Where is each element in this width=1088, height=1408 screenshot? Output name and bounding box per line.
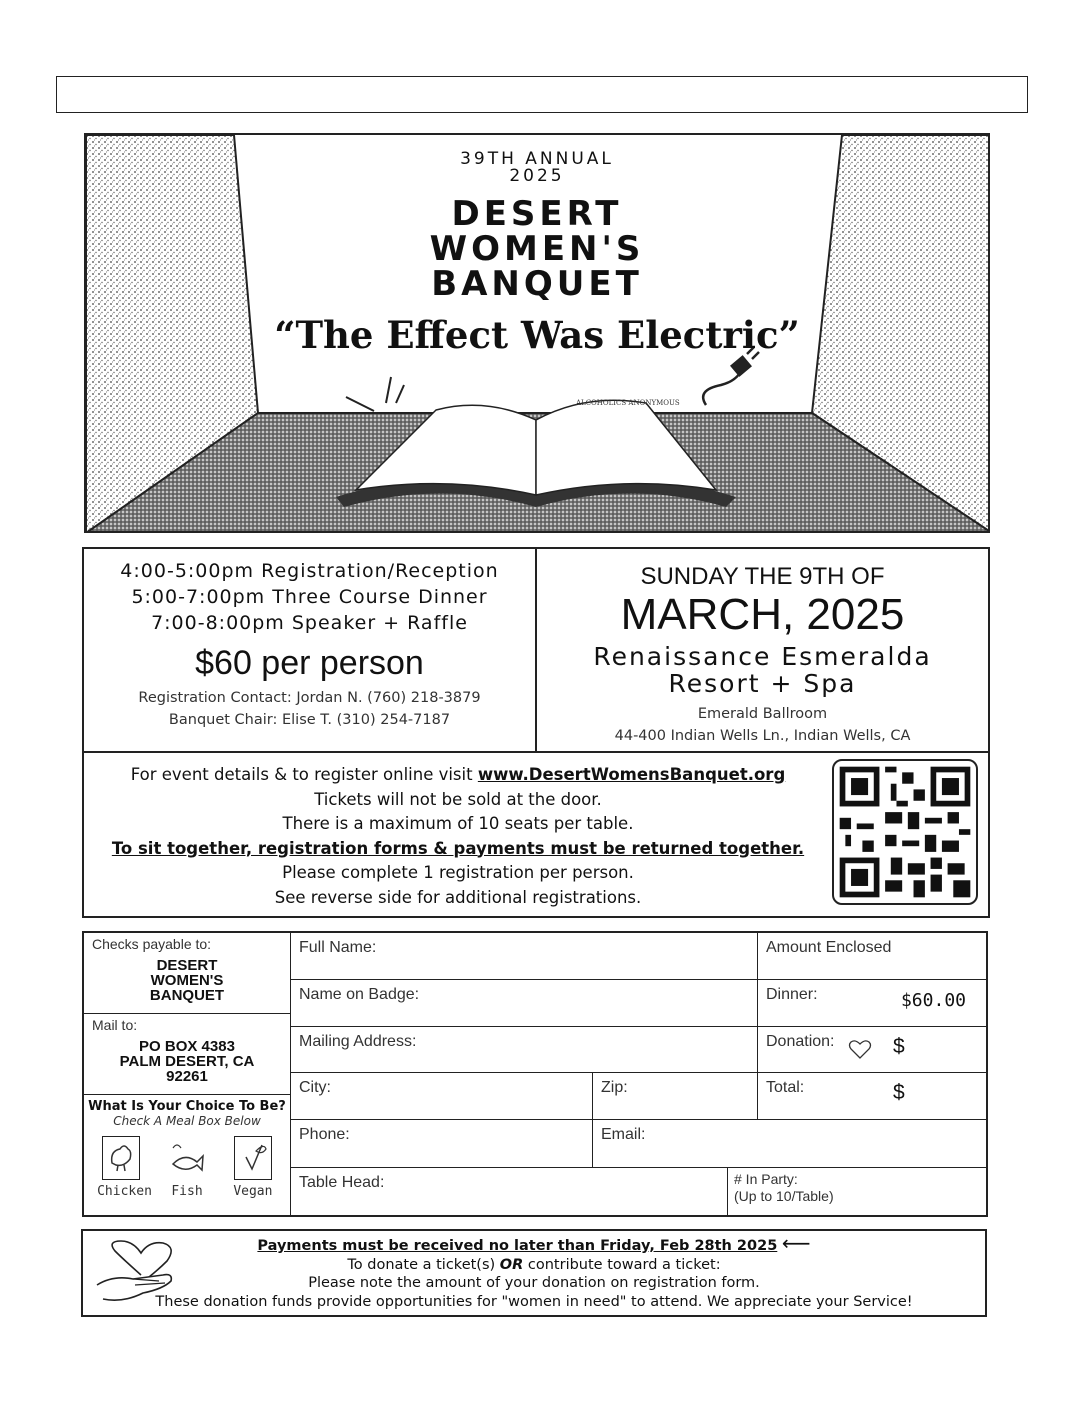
zip-label: Zip: <box>601 1079 628 1096</box>
dinner-amount-field[interactable] <box>758 980 988 1027</box>
schedule-item: 7:00-8:00pm Speaker + Raffle <box>151 612 468 634</box>
checks-payable-box <box>84 933 291 1014</box>
total-label: Total: <box>766 1079 805 1096</box>
mail-line-1: PO BOX 4383 <box>139 1038 235 1055</box>
donate-prefix: To donate a ticket(s) <box>347 1256 500 1273</box>
ticket-price: $60 per person <box>195 644 424 682</box>
schedule-list <box>84 558 535 636</box>
details-line-5: Please complete 1 registration per person. <box>282 863 634 882</box>
meal-hint: Check A Meal Box Below <box>113 1114 261 1128</box>
venue-name <box>537 643 988 697</box>
meal-label-fish: Fish <box>171 1184 203 1199</box>
donation-value: $ <box>893 1035 905 1058</box>
mail-to-box <box>84 1014 291 1095</box>
annual-text: 39TH ANNUAL <box>460 149 614 169</box>
fish-icon <box>169 1138 205 1178</box>
deadline-line <box>83 1231 985 1256</box>
date-venue-panel <box>537 549 988 751</box>
mailing-address-field[interactable] <box>291 1027 758 1073</box>
year-text: 2025 <box>509 166 565 186</box>
event-title <box>86 194 988 304</box>
city-label: City: <box>299 1079 331 1096</box>
title-line-3: BANQUET <box>431 264 643 304</box>
meal-option-fish[interactable] <box>163 1138 211 1199</box>
event-tagline: “The Effect Was Electric” <box>274 313 800 357</box>
meal-options <box>86 1136 288 1199</box>
registration-contact: Registration Contact: Jordan N. (760) 218-3879 <box>138 690 481 706</box>
contacts <box>84 687 535 731</box>
donate-or: OR <box>499 1256 524 1273</box>
details-line-2: Tickets will not be sold at the door. <box>314 789 602 809</box>
total-value: $ <box>893 1081 905 1104</box>
city-field[interactable] <box>291 1073 593 1120</box>
table-head-label: Table Head: <box>299 1174 385 1191</box>
details-line-1 <box>92 763 824 788</box>
chicken-checkbox[interactable] <box>102 1136 140 1180</box>
annual-label <box>86 151 988 185</box>
chicken-icon <box>104 1137 138 1177</box>
badge-name-label: Name on Badge: <box>299 986 420 1003</box>
event-date-line-1: SUNDAY THE 9TH OF <box>640 563 885 590</box>
details-prefix: For event details & to register online visit <box>130 765 478 784</box>
event-date-line-2: MARCH, 2025 <box>620 590 905 639</box>
venue-address <box>537 703 988 747</box>
meal-label-chicken: Chicken <box>97 1184 152 1199</box>
phone-label: Phone: <box>299 1126 350 1143</box>
amount-enclosed-header <box>758 933 988 980</box>
party-size-field[interactable] <box>728 1168 988 1217</box>
details-line-3: There is a maximum of 10 seats per table. <box>282 814 634 833</box>
vegan-checkbox[interactable] <box>234 1136 272 1180</box>
venue-line-2: Resort + Spa <box>668 669 857 698</box>
payee-line-2: WOMEN'S <box>150 972 224 989</box>
venue-street: 44-400 Indian Wells Ln., Indian Wells, CA <box>614 728 911 744</box>
meal-choice-box <box>84 1095 291 1217</box>
details-line-6: See reverse side for additional registrations. <box>274 887 642 907</box>
email-label: Email: <box>601 1126 646 1143</box>
fish-checkbox[interactable] <box>169 1138 205 1180</box>
title-line-1: DESERT <box>451 194 623 234</box>
heart-icon <box>848 1039 872 1059</box>
details-line-4: To sit together, registration forms & payments must be returned together. <box>111 838 805 858</box>
party-size-hint: (Up to 10/Table) <box>734 1188 834 1204</box>
donation-purpose: These donation funds provide opportunities for "women in need" to attend. We appreciate your Service! <box>155 1293 913 1310</box>
mail-line-2: PALM DESERT, CA <box>119 1053 255 1070</box>
meal-label-vegan: Vegan <box>233 1184 273 1199</box>
meal-option-chicken[interactable] <box>97 1136 152 1199</box>
table-head-field[interactable] <box>291 1168 728 1217</box>
payment-deadline: Payments must be received no later than Friday, Feb 28th 2025 <box>257 1238 778 1254</box>
details-text <box>92 763 824 910</box>
donation-label: Donation: <box>766 1033 835 1050</box>
schedule-item: 5:00-7:00pm Three Course Dinner <box>131 586 488 608</box>
registration-form <box>82 931 988 1217</box>
payee-name <box>92 958 282 1003</box>
phone-field[interactable] <box>291 1120 593 1168</box>
dinner-label: Dinner: <box>766 986 818 1003</box>
meal-option-vegan[interactable] <box>229 1136 277 1199</box>
mail-to-label: Mail to: <box>92 1017 138 1033</box>
email-field[interactable] <box>593 1120 988 1168</box>
title-line-2: WOMEN'S <box>429 229 645 269</box>
schedule-item: 4:00-5:00pm Registration/Reception <box>120 560 499 582</box>
badge-name-field[interactable] <box>291 980 758 1027</box>
donate-line <box>83 1256 985 1275</box>
payee-line-3: BANQUET <box>149 987 225 1004</box>
spark-lines-icon <box>346 377 404 411</box>
payee-line-1: DESERT <box>156 957 218 974</box>
vegan-leaf-icon <box>236 1137 270 1177</box>
qr-code-icon[interactable] <box>832 759 978 905</box>
schedule-panel <box>84 549 537 751</box>
website-link[interactable]: www.DesertWomensBanquet.org <box>477 765 786 784</box>
heart-hand-icon <box>93 1237 189 1311</box>
mailing-address <box>92 1039 282 1084</box>
full-name-field[interactable] <box>291 933 758 980</box>
meal-question: What Is Your Choice To Be? <box>88 1099 286 1114</box>
book-title: ALCOHOLICS ANONYMOUS <box>576 399 680 407</box>
venue-room: Emerald Ballroom <box>697 706 828 722</box>
venue-line-1: Renaissance Esmeralda <box>593 642 932 671</box>
mailing-address-label: Mailing Address: <box>299 1033 417 1050</box>
party-size-label: # In Party: <box>734 1171 798 1187</box>
full-name-label: Full Name: <box>299 939 377 956</box>
amount-enclosed-label: Amount Enclosed <box>766 939 892 956</box>
checks-payable-label: Checks payable to: <box>92 936 212 952</box>
mail-line-3: 92261 <box>166 1068 208 1085</box>
donate-suffix: contribute toward a ticket: <box>523 1256 721 1273</box>
total-amount-field[interactable] <box>758 1073 988 1120</box>
event-info-section <box>82 547 990 753</box>
zip-field[interactable] <box>593 1073 758 1120</box>
arrow-left-icon: ⟵ <box>781 1231 811 1255</box>
header-blank-bar <box>56 76 1028 113</box>
banquet-chair-contact: Banquet Chair: Elise T. (310) 254-7187 <box>168 712 451 728</box>
donation-footer <box>81 1229 987 1317</box>
hero-banner <box>84 133 990 533</box>
donation-note: Please note the amount of your donation on registration form. <box>308 1275 760 1291</box>
dinner-value: $60.00 <box>900 990 966 1011</box>
registration-details <box>82 753 990 918</box>
donation-amount-field[interactable] <box>758 1027 988 1073</box>
